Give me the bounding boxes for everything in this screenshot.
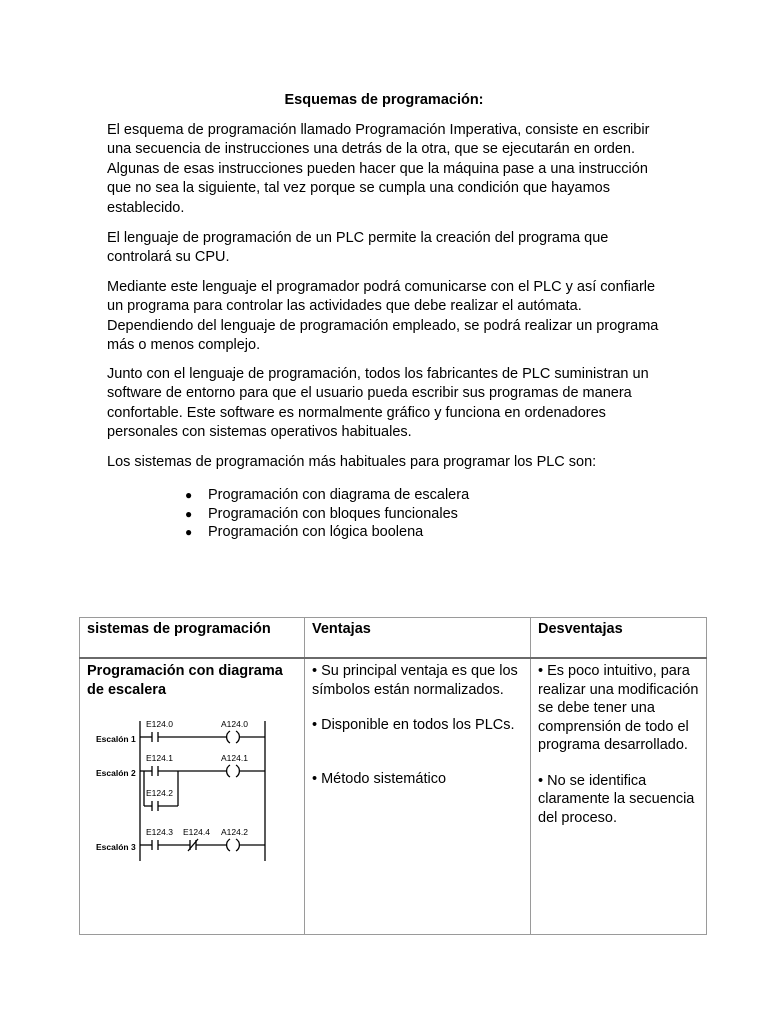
page-title: Esquemas de programación:	[284, 92, 484, 108]
ventaja-item: • Disponible en todos los PLCs.	[312, 717, 515, 733]
paragraph-sistemas-intro: Los sistemas de programación más habituales para programar los PLC son:	[107, 454, 597, 470]
cell-system	[80, 658, 305, 935]
desventaja-item: • Es poco intuitivo, para realizar una modificación se debe tener una comprensión de todo el programa desarrollado.	[538, 663, 699, 753]
system-name: Programación con diagrama de escalera	[87, 663, 283, 698]
rung-label: Escalón 3	[96, 842, 136, 852]
table-row	[80, 658, 707, 935]
paragraph-programador: Mediante este lenguaje el programador podrá comunicarse con el PLC y así confiarle un programa para controlar las actividades que debe realizar el autómata. Dependiendo del lenguaje de programación empleado, se podrá realizar un programa más o menos complejo.	[107, 279, 659, 354]
list-item: ● Programación con bloques funcionales	[185, 505, 458, 522]
cell-desventajas	[531, 658, 707, 935]
list-item: ● Programación con lógica boolena	[185, 524, 424, 540]
contact-label: E124.0	[146, 719, 173, 729]
paragraph-imperativa: El esquema de programación llamado Programación Imperativa, consiste en escribir una secuencia de instrucciones una detrás de la otra, que se ejecutarán en orden. Algunas de esas instrucciones pueden hacer que la máquina pase a una instrucción que no sea la siguiente, tal vez porque se cumpla una condición que hayamos establecido.	[107, 122, 650, 216]
bullet-icon: ●	[185, 525, 193, 539]
comparison-table	[79, 617, 707, 935]
contact-label: E124.4	[183, 827, 210, 837]
bullet-icon: ●	[185, 488, 193, 502]
coil-label: A124.1	[221, 753, 248, 763]
coil-label: A124.2	[221, 827, 248, 837]
desventaja-item: • No se identifica claramente la secuencia del proceso.	[538, 772, 695, 826]
ladder-diagram	[80, 715, 280, 865]
ventaja-item: • Método sistemático	[312, 770, 447, 787]
bullet-icon: ●	[185, 506, 193, 521]
coil-label: A124.0	[221, 719, 248, 729]
ventaja-item: • Su principal ventaja es que los símbolos están normalizados.	[312, 663, 518, 698]
rung-label: Escalón 2	[96, 768, 136, 778]
paragraph-lenguaje-plc: El lenguaje de programación de un PLC permite la creación del programa que controlará su CPU.	[107, 230, 609, 266]
list-item: ● Programación con diagrama de escalera	[185, 487, 470, 503]
header-ventajas: Ventajas	[305, 618, 531, 659]
paragraph-software: Junto con el lenguaje de programación, todos los fabricantes de PLC suministran un software de entorno para que el usuario pueda escribir sus programas de manera confortable. Este software es normalmente gráfico y funciona en ordenadores personales con sistemas operativos habituales.	[107, 366, 649, 441]
table-header-row	[80, 618, 707, 659]
rung-label: Escalón 1	[96, 734, 136, 744]
header-sistemas: sistemas de programación	[80, 618, 305, 659]
contact-label: E124.3	[146, 827, 173, 837]
header-desventajas: Desventajas	[531, 618, 707, 659]
cell-ventajas	[305, 658, 531, 935]
contact-label: E124.1	[146, 753, 173, 763]
bullet-list	[185, 486, 469, 542]
contact-label: E124.2	[146, 788, 173, 798]
